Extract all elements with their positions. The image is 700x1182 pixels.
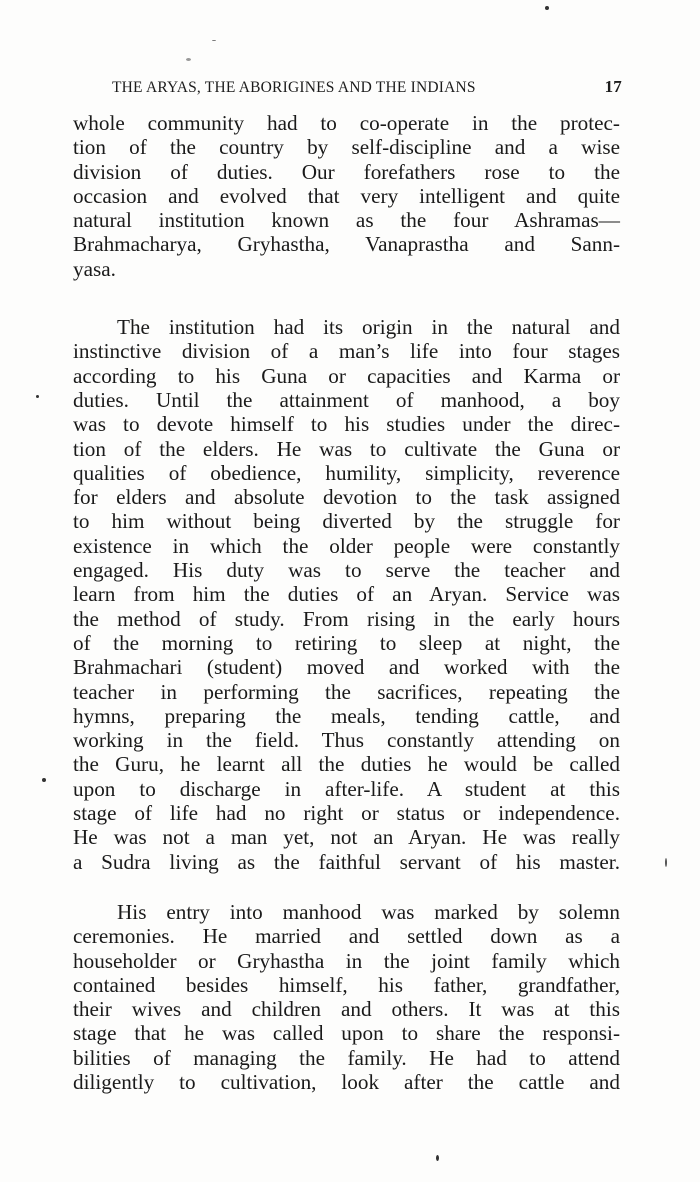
text-line: of the morning to retiring to sleep at night, the <box>73 630 620 655</box>
text-line: the method of study. From rising in the early hours <box>73 606 620 631</box>
scan-speck <box>545 6 549 10</box>
text-line: division of duties. Our forefathers rose to the <box>73 159 620 184</box>
text-line: hymns, preparing the meals, tending cattle, and <box>73 703 620 728</box>
paragraph-gap <box>73 874 620 900</box>
text-line: qualities of obedience, humility, simplicity, reverence <box>73 460 620 485</box>
running-header <box>112 77 622 99</box>
text-line: for elders and absolute devotion to the task assigned <box>73 485 620 510</box>
text-line: instinctive division of a man’s life into four stages <box>73 339 620 364</box>
text-line: The institution had its origin in the natural and <box>117 315 620 340</box>
text-line: stage of life had no right or status or independence. <box>73 801 620 826</box>
text-line: engaged. His duty was to serve the teacher and <box>73 558 620 583</box>
text-line: He was not a man yet, not an Aryan. He was really <box>73 825 620 850</box>
paragraph-gap <box>73 281 620 315</box>
scan-speck <box>42 778 46 782</box>
paragraph-1 <box>73 111 620 281</box>
scan-speck <box>36 395 39 398</box>
scan-speck <box>212 40 216 41</box>
text-line: stage that he was called upon to share the responsi- <box>73 1021 620 1046</box>
scan-speck <box>665 858 667 867</box>
text-line: according to his Guna or capacities and Karma or <box>73 363 620 388</box>
text-line: whole community had to co-operate in the protec- <box>73 111 620 135</box>
text-line: upon to discharge in after-life. A student at this <box>73 776 620 801</box>
text-line: His entry into manhood was marked by solemn <box>117 899 620 924</box>
text-line: diligently to cultivation, look after the cattle and <box>73 1069 620 1094</box>
paragraph-3 <box>73 900 620 1094</box>
text-line: existence in which the older people were constantly <box>73 533 620 558</box>
text-line: duties. Until the attainment of manhood, a boy <box>73 387 620 412</box>
page-number: 17 <box>604 77 622 96</box>
text-line: the Guru, he learnt all the duties he would be called <box>73 752 620 777</box>
text-line: yasa. <box>73 256 116 281</box>
running-title: THE ARYAS, THE ABORIGINES AND THE INDIANS <box>112 79 476 96</box>
text-line: Brahmachari (student) moved and worked with the <box>73 655 620 680</box>
scan-speck <box>186 58 191 61</box>
text-line: natural institution known as the four Ashramas— <box>73 208 620 233</box>
text-line: householder or Gryhastha in the joint family which <box>73 948 620 973</box>
scan-speck <box>436 1155 439 1161</box>
text-line: a Sudra living as the faithful servant of his master. <box>73 849 620 874</box>
paragraph-2 <box>73 315 620 874</box>
text-line: working in the field. Thus constantly attending on <box>73 728 620 753</box>
text-line: contained besides himself, his father, grandfather, <box>73 972 620 997</box>
text-line: bilities of managing the family. He had to attend <box>73 1045 620 1070</box>
text-line: to him without being diverted by the struggle for <box>73 509 620 534</box>
text-line: teacher in performing the sacrifices, repeating the <box>73 679 620 704</box>
text-line: their wives and children and others. It was at this <box>73 997 620 1022</box>
text-line: tion of the country by self-discipline and a wise <box>73 135 620 160</box>
body-text <box>73 111 620 1094</box>
text-line: was to devote himself to his studies under the direc- <box>73 412 620 437</box>
text-line: Brahmacharya, Gryhastha, Vanaprastha and Sann- <box>73 232 620 257</box>
text-line: occasion and evolved that very intelligent and quite <box>73 183 620 208</box>
text-line: learn from him the duties of an Aryan. Service was <box>73 582 620 607</box>
text-line: tion of the elders. He was to cultivate the Guna or <box>73 436 620 461</box>
text-line: ceremonies. He married and settled down as a <box>73 924 620 949</box>
